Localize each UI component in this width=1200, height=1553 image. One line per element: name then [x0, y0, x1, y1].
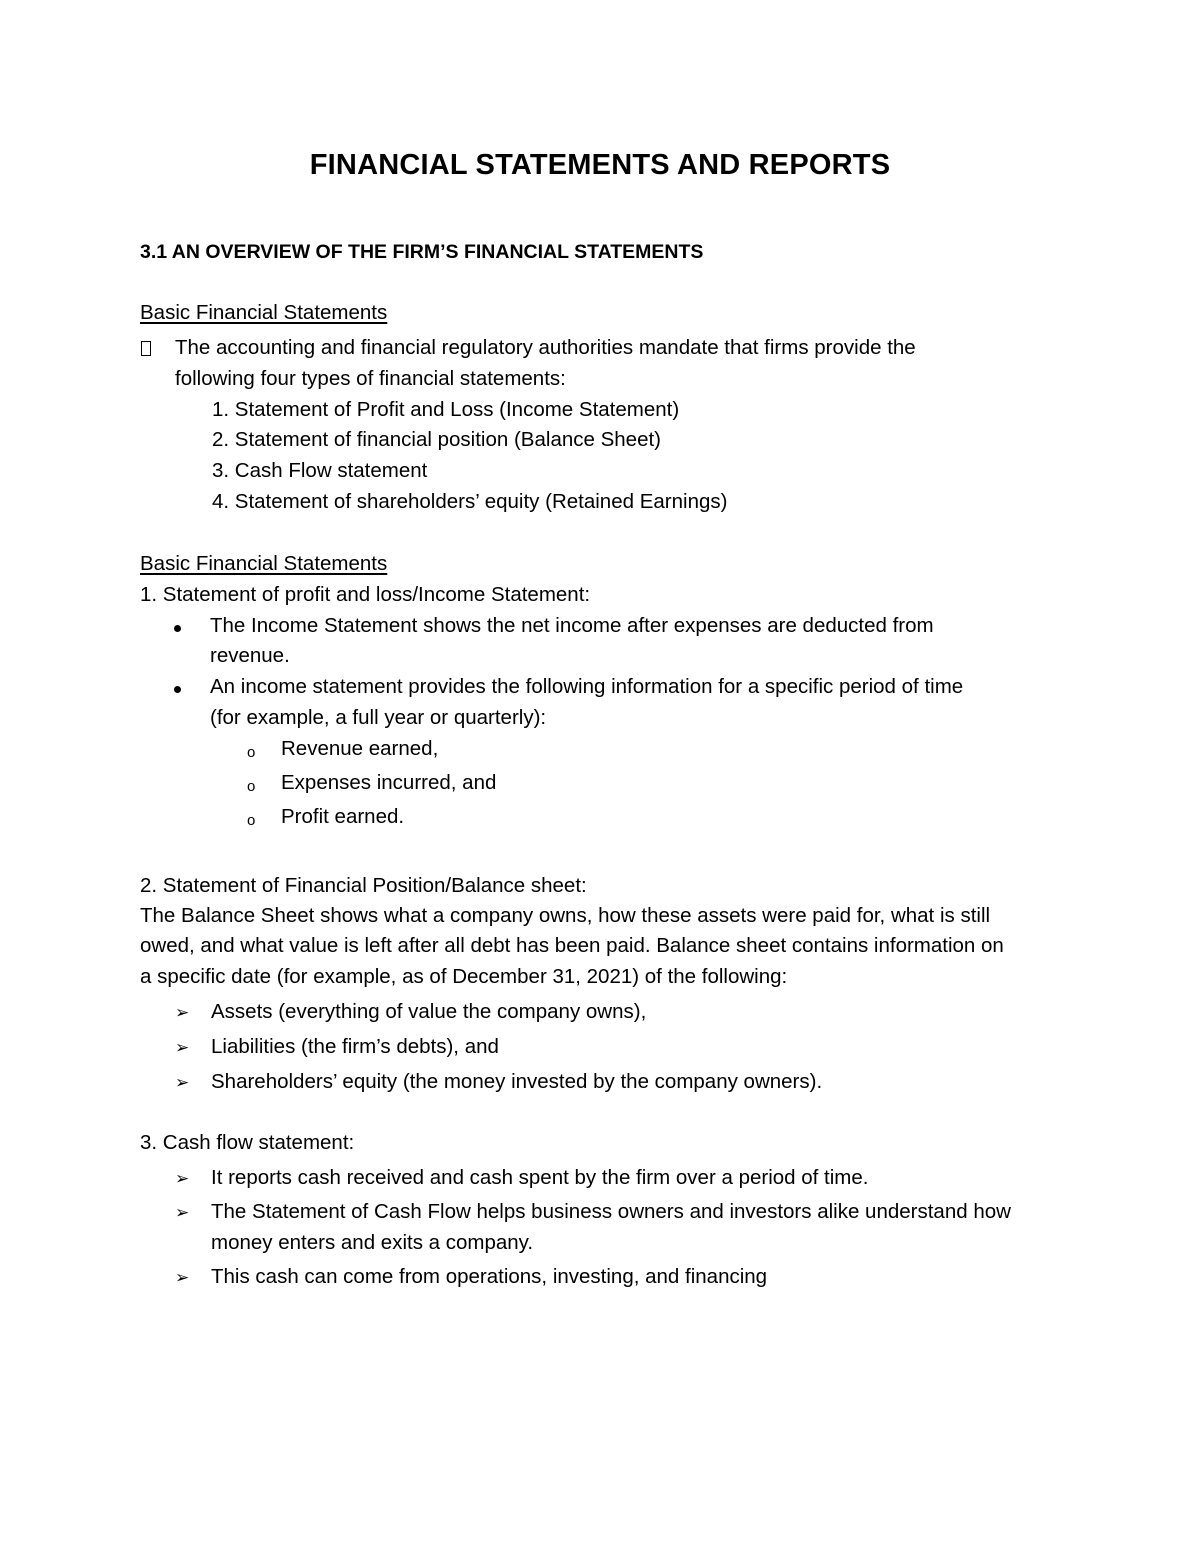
income-sub-item: Profit earned. [281, 805, 405, 828]
arrow-bullet-icon: ➢ [175, 1268, 190, 1287]
balance-paragraph-line: a specific date (for example, as of December 31, 2021) of the following: [140, 965, 788, 988]
intro-paragraph-line-2: following four types of financial statements: [175, 367, 566, 390]
statement-list-item: 1. Statement of Profit and Loss (Income Statement) [212, 398, 680, 421]
missing-glyph-bullet-icon [141, 337, 151, 363]
income-bullet-2-line-1: An income statement provides the following information for a specific period of time [210, 675, 964, 698]
arrow-bullet-icon: ➢ [175, 1073, 190, 1092]
section-heading: 3.1 AN OVERVIEW OF THE FIRM’S FINANCIAL STATEMENTS [140, 241, 704, 263]
basic-statements-heading-2: Basic Financial Statements [140, 552, 388, 575]
balance-item: Liabilities (the firm’s debts), and [211, 1035, 499, 1058]
basic-statements-heading-1: Basic Financial Statements [140, 301, 388, 324]
statement-list-item: 4. Statement of shareholders’ equity (Retained Earnings) [212, 490, 728, 513]
income-bullet-1-line-2: revenue. [210, 644, 290, 667]
intro-paragraph-line-1: The accounting and financial regulatory authorities mandate that firms provide the [175, 336, 916, 359]
cash-flow-item-3: This cash can come from operations, investing, and financing [211, 1265, 768, 1288]
circle-bullet-icon: o [247, 744, 256, 761]
income-sub-item: Expenses incurred, and [281, 771, 497, 794]
income-bullet-1-line-1: The Income Statement shows the net income after expenses are deducted from [210, 614, 934, 637]
balance-item: Shareholders’ equity (the money invested by the company owners). [211, 1070, 823, 1093]
cash-flow-item-1: It reports cash received and cash spent by the firm over a period of time. [211, 1166, 869, 1189]
balance-item: Assets (everything of value the company owns), [211, 1000, 647, 1023]
arrow-bullet-icon: ➢ [175, 1003, 190, 1022]
balance-paragraph-line: The Balance Sheet shows what a company owns, how these assets were paid for, what is still [140, 904, 991, 927]
cash-flow-item-2-line-1: The Statement of Cash Flow helps business owners and investors alike understand how [211, 1200, 1011, 1223]
bullet-icon [174, 613, 181, 639]
arrow-bullet-icon: ➢ [175, 1038, 190, 1057]
balance-paragraph-line: owed, and what value is left after all debt has been paid. Balance sheet contains information on [140, 934, 1004, 957]
balance-sheet-heading: 2. Statement of Financial Position/Balance sheet: [140, 874, 587, 897]
bullet-icon [174, 674, 181, 700]
statement-list-item: 2. Statement of financial position (Balance Sheet) [212, 428, 661, 451]
cash-flow-heading: 3. Cash flow statement: [140, 1131, 355, 1154]
document-title: FINANCIAL STATEMENTS AND REPORTS [309, 149, 891, 181]
arrow-bullet-icon: ➢ [175, 1169, 190, 1188]
cash-flow-item-2-line-2: money enters and exits a company. [211, 1231, 534, 1254]
income-bullet-2-line-2: (for example, a full year or quarterly): [210, 706, 547, 729]
arrow-bullet-icon: ➢ [175, 1203, 190, 1222]
circle-bullet-icon: o [247, 812, 256, 829]
statement-list-item: 3. Cash Flow statement [212, 459, 428, 482]
income-sub-item: Revenue earned, [281, 737, 439, 760]
circle-bullet-icon: o [247, 778, 256, 795]
income-statement-heading: 1. Statement of profit and loss/Income Statement: [140, 583, 591, 606]
